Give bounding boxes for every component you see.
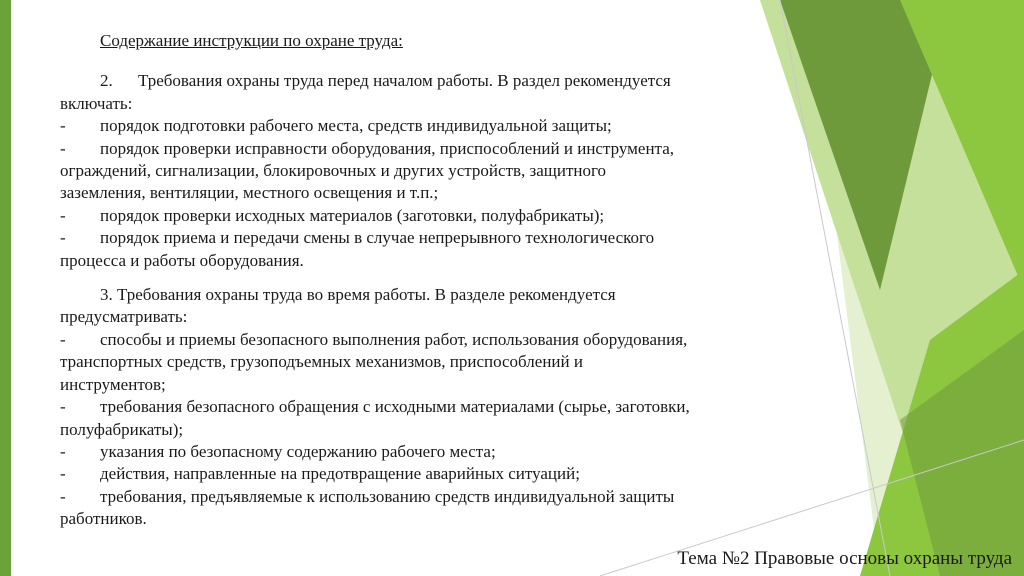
item-text: порядок подготовки рабочего места, средств индивидуальной защиты; xyxy=(100,116,612,136)
section-2-title xyxy=(100,70,780,92)
section-2-title-line2: включать: xyxy=(60,93,133,113)
section-2-number: 2. xyxy=(100,71,113,91)
section-3-item xyxy=(60,463,780,485)
section-3-item xyxy=(60,329,780,351)
item-continuation: транспортных средств, грузоподъемных механизмов, приспособлений и xyxy=(60,352,583,372)
page-title: Содержание инструкции по охране труда: xyxy=(100,31,403,50)
bullet-dash: - xyxy=(60,228,66,248)
bullet-dash: - xyxy=(60,397,66,417)
section-2-item xyxy=(60,115,780,137)
item-continuation: инструментов; xyxy=(60,374,166,394)
section-3-title-line2: предусматривать: xyxy=(60,307,188,327)
item-text: порядок приема и передачи смены в случае непрерывного технологического xyxy=(100,228,655,248)
section-3-item xyxy=(60,486,780,508)
item-text: указания по безопасному содержанию рабочего места; xyxy=(100,441,496,461)
item-continuation: процесса и работы оборудования. xyxy=(60,250,304,270)
bullet-dash: - xyxy=(60,116,66,136)
item-continuation: полуфабрикаты); xyxy=(60,419,184,439)
bullet-dash: - xyxy=(60,329,66,349)
section-2-item xyxy=(60,227,780,249)
item-text: порядок проверки исправности оборудования, приспособлений и инструмента, xyxy=(100,138,674,158)
section-2-title-line1: Требования охраны труда перед началом работы. В раздел рекомендуется xyxy=(138,71,671,91)
item-continuation: заземления, вентиляции, местного освещения и т.п.; xyxy=(60,183,439,203)
bullet-dash: - xyxy=(60,464,66,484)
section-3-item xyxy=(60,441,780,463)
item-text: способы и приемы безопасного выполнения работ, использования оборудования, xyxy=(100,329,688,349)
item-text: требования безопасного обращения с исходными материалами (сырье, заготовки, xyxy=(100,397,690,417)
section-2-item xyxy=(60,138,780,160)
section-2-item xyxy=(60,205,780,227)
bullet-dash: - xyxy=(60,486,66,506)
item-continuation: ограждений, сигнализации, блокировочных и других устройств, защитного xyxy=(60,161,607,181)
bullet-dash: - xyxy=(60,138,66,158)
instruction-text xyxy=(60,30,780,531)
section-3-item xyxy=(60,396,780,418)
slide-footer-topic: Тема №2 Правовые основы охраны труда xyxy=(677,548,1012,569)
item-text: порядок проверки исходных материалов (заготовки, полуфабрикаты); xyxy=(100,205,605,225)
item-text: требования, предъявляемые к использованию средств индивидуальной защиты xyxy=(100,486,675,506)
item-continuation: работников. xyxy=(60,509,147,529)
bullet-dash: - xyxy=(60,205,66,225)
section-3-title-line1: 3. Требования охраны труда во время работы. В разделе рекомендуется xyxy=(100,285,616,305)
bullet-dash: - xyxy=(60,441,66,461)
item-text: действия, направленные на предотвращение аварийных ситуаций; xyxy=(100,464,580,484)
